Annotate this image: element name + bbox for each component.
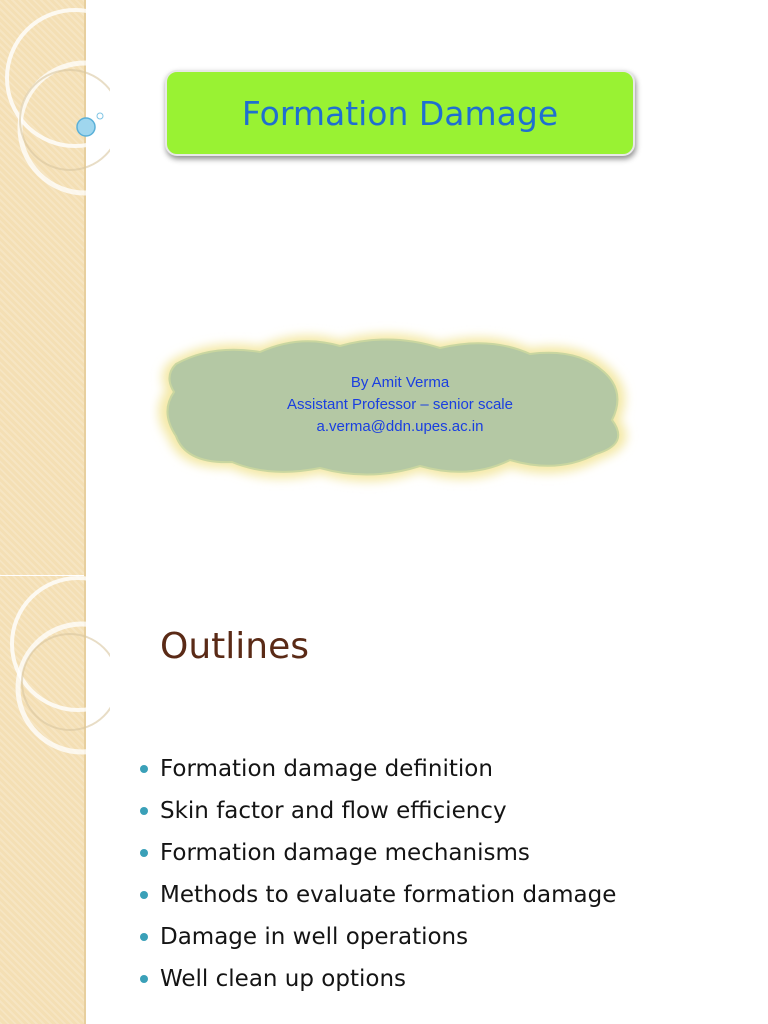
list-item: Damage in well operations <box>140 916 616 958</box>
bullet-dot-icon <box>140 933 148 941</box>
list-item: Formation damage mechanisms <box>140 832 616 874</box>
decorative-circles <box>0 0 110 576</box>
slide-title-text: Formation Damage <box>241 93 559 133</box>
bullet-dot-icon <box>140 765 148 773</box>
author-info <box>200 372 600 438</box>
bullet-dot-icon <box>140 807 148 815</box>
title-banner <box>165 70 635 156</box>
list-item: Methods to evaluate formation damage <box>140 874 616 916</box>
bullet-dot-icon <box>140 975 148 983</box>
list-item: Formation damage definition <box>140 748 616 790</box>
small-bubble-icon <box>97 113 103 119</box>
decorative-circles <box>0 576 110 1024</box>
author-email: a.verma@ddn.upes.ac.in <box>316 418 484 435</box>
list-item: Well clean up options <box>140 958 616 1000</box>
outline-list <box>140 748 616 1000</box>
list-item: Skin factor and flow efficiency <box>140 790 616 832</box>
author-name: By Amit Verma <box>350 374 450 391</box>
bullet-dot-icon <box>140 891 148 899</box>
blue-bubble-icon <box>77 118 95 136</box>
slide-outline <box>0 576 768 1024</box>
author-position: Assistant Professor – senior scale <box>287 396 513 413</box>
outline-heading: Outlines <box>160 626 309 667</box>
bullet-dot-icon <box>140 849 148 857</box>
